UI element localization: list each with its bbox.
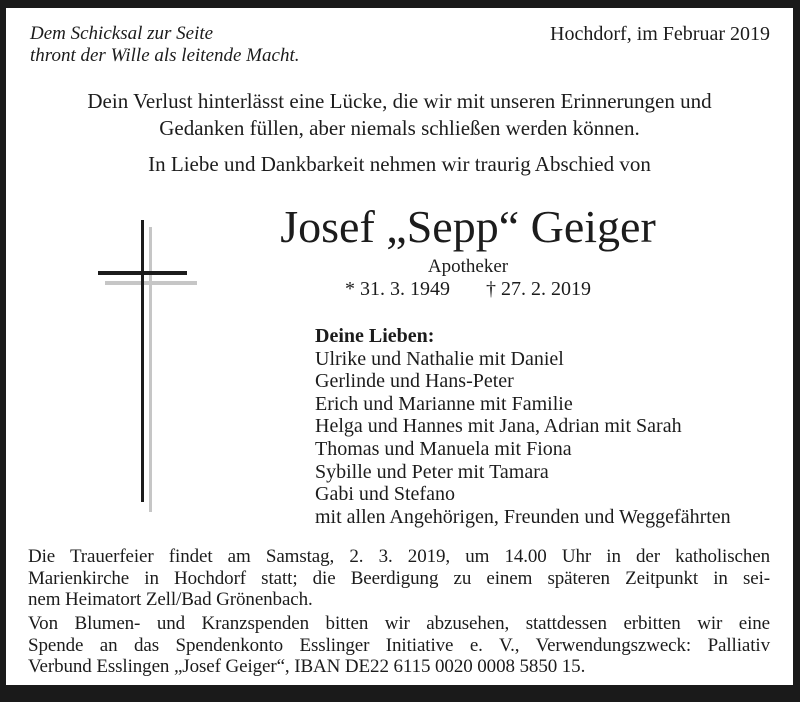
farewell-line: In Liebe und Dankbarkeit nehmen wir traurig Abschied von <box>148 152 651 176</box>
mourner-line: mit allen Angehörigen, Freunden und Weggefährten <box>315 505 731 528</box>
funeral-info-line: Marienkirche in Hochdorf statt; die Beerdigung zu einem späteren Zeitpunkt in sei- <box>28 567 770 589</box>
cross-bar-vertical <box>141 220 144 502</box>
donation-info-line: Verbund Esslingen „Josef Geiger“, IBAN DE22 6115 0020 0008 5850 15. <box>28 656 586 678</box>
mourner-line: Erich und Marianne mit Familie <box>315 392 573 415</box>
memorial-cross-icon <box>96 218 201 514</box>
condolence-line-2: Gedanken füllen, aber niemals schließen werden können. <box>159 116 640 140</box>
mourner-line: Sybille und Peter mit Tamara <box>315 460 549 483</box>
life-dates <box>240 278 696 300</box>
mourners-heading: Deine Lieben: <box>315 325 435 347</box>
epigraph-line-2: thront der Wille als leitende Macht. <box>30 45 300 66</box>
donation-info-line: Von Blumen- und Kranzspenden bitten wir abzusehen, stattdessen erbitten wir eine <box>28 613 770 634</box>
deceased-profession: Apotheker <box>427 256 509 277</box>
condolence-text <box>6 88 793 142</box>
donation-info-paragraph <box>28 613 770 678</box>
deceased-header <box>240 202 696 300</box>
mourner-line: Ulrike und Nathalie mit Daniel <box>315 347 564 370</box>
death-date: † 27. 2. 2019 <box>486 278 591 300</box>
birth-date: * 31. 3. 1949 <box>345 278 450 300</box>
funeral-info-paragraph <box>28 546 770 611</box>
cross-shadow-vertical <box>149 227 152 512</box>
funeral-info-line: Die Trauerfeier findet am Samstag, 2. 3. 2019, um 14.00 Uhr in der katholischen <box>28 546 770 567</box>
donation-info-line: Spende an das Spendenkonto Esslinger Initiative e. V., Verwendungszweck: Palliativ <box>28 634 770 656</box>
dateline: Hochdorf, im Februar 2019 <box>550 23 770 45</box>
mourners-list <box>315 325 731 528</box>
cross-bar-horizontal <box>98 271 187 275</box>
mourner-line: Thomas und Manuela mit Fiona <box>315 437 572 460</box>
epigraph-line-1: Dem Schicksal zur Seite <box>30 23 214 44</box>
mourner-line: Gabi und Stefano <box>315 483 455 506</box>
condolence-line-1: Dein Verlust hinterlässt eine Lücke, die wir mit unseren Erinnerungen und <box>87 89 712 113</box>
funeral-info-line: nem Heimatort Zell/Bad Grönenbach. <box>28 589 313 611</box>
mourner-line: Helga und Hannes mit Jana, Adrian mit Sarah <box>315 415 682 438</box>
obituary-page <box>6 8 793 685</box>
epigraph <box>30 23 299 67</box>
cross-shadow-horizontal <box>105 281 197 285</box>
mourner-line: Gerlinde und Hans-Peter <box>315 370 514 393</box>
deceased-name: Josef „Sepp“ Geiger <box>280 201 656 252</box>
